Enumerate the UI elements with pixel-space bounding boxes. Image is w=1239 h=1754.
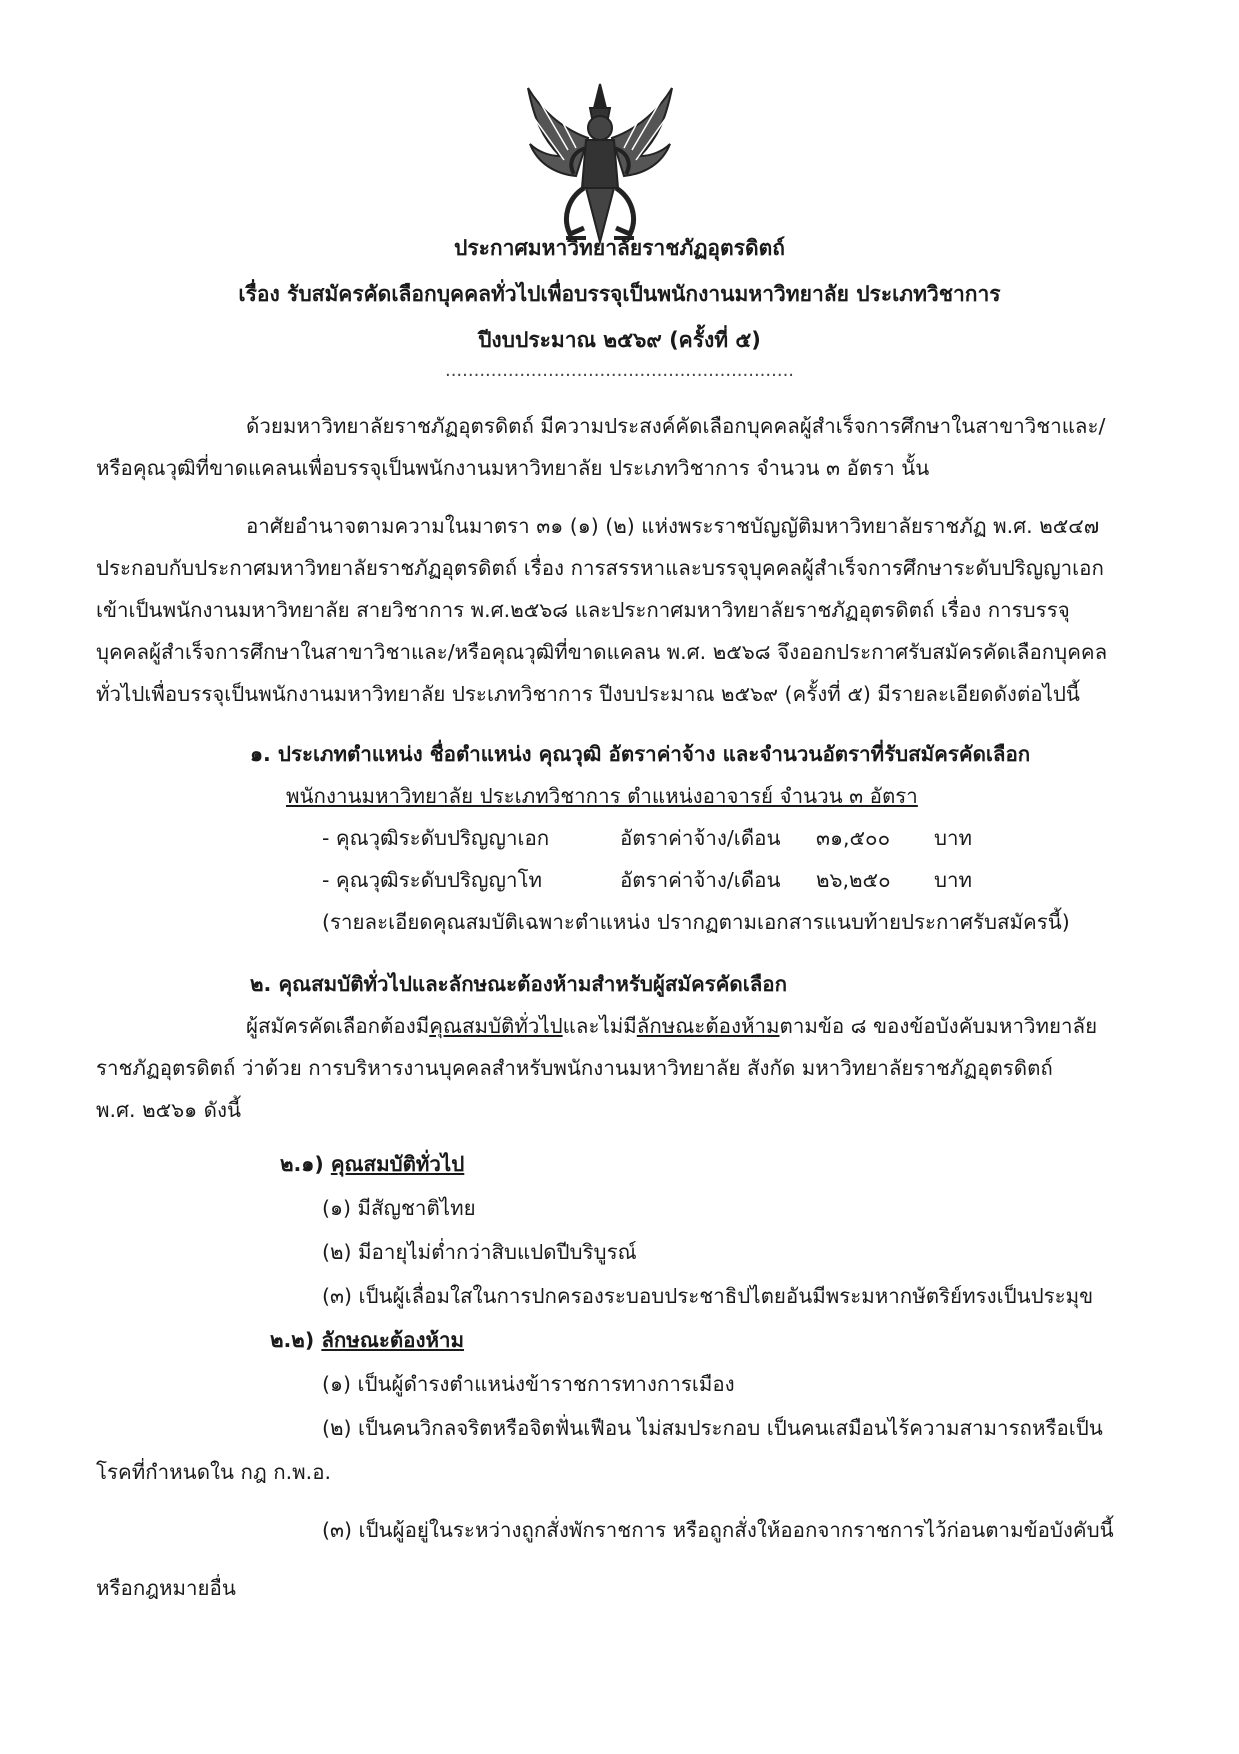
section-2-paragraph-line-1 [246,1010,1097,1043]
prohibition-item-line-2: หรือกฎหมายอื่น [96,1576,236,1600]
section-1-heading: ๑. ประเภทตำแหน่ง ชื่อตำแหน่ง คุณวุฒิ อัตราค่าจ้าง และจำนวนอัตราที่รับสมัครคัดเลือก [250,742,1031,766]
intro-paragraph-2-line-2: ประกอบกับประกาศมหาวิทยาลัยราชภัฏอุตรดิตถ์ เรื่อง การสรรหาและบรรจุบุคคลผู้สำเร็จการศึกษาระดับปริญญาเอก [96,556,1104,580]
subsection-2-1-heading [280,1148,464,1181]
salary-unit: บาท [934,826,973,850]
qualification-item: (๑) มีสัญชาติไทย [322,1196,476,1220]
section-2-paragraph-line-3: พ.ศ. ๒๕๖๑ ดังนี้ [96,1098,241,1122]
intro-paragraph-2-line-1: อาศัยอำนาจตามความในมาตรา ๓๑ (๑) (๒) แห่งพระราชบัญญัติมหาวิทยาลัยราชภัฏ พ.ศ. ๒๕๔๗ [246,514,1100,538]
section-2-heading: ๒. คุณสมบัติทั่วไปและลักษณะต้องห้ามสำหรับผู้สมัครคัดเลือก [250,972,787,996]
prohibition-item-line-1: (๒) เป็นคนวิกลจริตหรือจิตฟั่นเฟือน ไม่สมประกอบ เป็นคนเสมือนไร้ความสามารถหรือเป็น [322,1416,1103,1440]
qualification-item: (๓) เป็นผู้เลื่อมใสในการปกครองระบอบประชาธิปไตยอันมีพระมหากษัตริย์ทรงเป็นประมุข [322,1284,1094,1308]
subsection-number: ๒.๑) [280,1152,324,1176]
intro-paragraph-1-line-1: ด้วยมหาวิทยาลัยราชภัฏอุตรดิตถ์ มีความประสงค์คัดเลือกบุคคลผู้สำเร็จการศึกษาในสาขาวิชาและ/ [246,414,1106,438]
subsection-number: ๒.๒) [270,1328,315,1352]
subsection-2-2-heading [270,1324,464,1357]
title-line-1: ประกาศมหาวิทยาลัยราชภัฏอุตรดิตถ์ [454,236,785,260]
subsection-title: คุณสมบัติทั่วไป [330,1152,465,1176]
salary-label: อัตราค่าจ้าง/เดือน [620,826,781,850]
intro-paragraph-2-line-3: เข้าเป็นพนักงานมหาวิทยาลัย สายวิชาการ พ.ศ.๒๕๖๘ และประกาศมหาวิทยาลัยราชภัฏอุตรดิตถ์ เรื่อง การบรรจุ [96,598,1070,622]
salary-label: อัตราค่าจ้าง/เดือน [620,868,781,892]
general-qualifications-term: คุณสมบัติทั่วไป [429,1014,563,1038]
prohibition-item-line-1: (๓) เป็นผู้อยู่ในระหว่างถูกสั่งพักราชการ หรือถูกสั่งให้ออกจากราชการไว้ก่อนตามข้อบังคับนี้ [322,1518,1114,1542]
prohibition-item-line-2: โรคที่กำหนดใน กฎ ก.พ.อ. [96,1460,332,1484]
salary-unit: บาท [934,868,973,892]
prohibition-item: (๑) เป็นผู้ดำรงตำแหน่งข้าราชการทางการเมือง [322,1372,735,1396]
qualification-item: (๒) มีอายุไม่ต่ำกว่าสิบแปดปีบริบูรณ์ [322,1240,637,1264]
section-2-paragraph-line-2: ราชภัฏอุตรดิตถ์ ว่าด้วย การบริหารงานบุคคลสำหรับพนักงานมหาวิทยาลัย สังกัด มหาวิทยาลัยราชภัฏอุตรดิตถ์ [96,1056,1053,1080]
title-divider: ............................................................. [444,360,795,381]
text-segment: ตามข้อ ๘ ของข้อบังคับมหาวิทยาลัย [779,1014,1098,1038]
intro-paragraph-1-line-2: หรือคุณวุฒิที่ขาดแคลนเพื่อบรรจุเป็นพนักงานมหาวิทยาลัย ประเภทวิชาการ จำนวน ๓ อัตรา นั้น [96,456,930,480]
salary-level: - คุณวุฒิระดับปริญญาเอก [322,826,550,850]
salary-amount: ๒๖,๒๕๐ [816,868,891,892]
text-segment: และไม่มี [562,1014,637,1038]
garuda-emblem-icon [520,78,680,248]
subsection-title: ลักษณะต้องห้าม [321,1328,465,1352]
intro-paragraph-2-line-4: บุคคลผู้สำเร็จการศึกษาในสาขาวิชาและ/หรือคุณวุฒิที่ขาดแคลน พ.ศ. ๒๕๖๘ จึงออกประกาศรับสมัครคัดเลือกบุคคล [96,640,1108,664]
section-1-subheading: พนักงานมหาวิทยาลัย ประเภทวิชาการ ตำแหน่งอาจารย์ จำนวน ๓ อัตรา [286,784,918,808]
section-1-note: (รายละเอียดคุณสมบัติเฉพาะตำแหน่ง ปรากฏตามเอกสารแนบท้ายประกาศรับสมัครนี้) [322,910,1070,934]
salary-amount: ๓๑,๕๐๐ [816,826,891,850]
text-segment: ผู้สมัครคัดเลือกต้องมี [246,1014,430,1038]
prohibited-characteristics-term: ลักษณะต้องห้าม [636,1014,780,1038]
title-line-2: เรื่อง รับสมัครคัดเลือกบุคคลทั่วไปเพื่อบรรจุเป็นพนักงานมหาวิทยาลัย ประเภทวิชาการ [238,282,1001,306]
salary-level: - คุณวุฒิระดับปริญญาโท [322,868,543,892]
intro-paragraph-2-line-5: ทั่วไปเพื่อบรรจุเป็นพนักงานมหาวิทยาลัย ประเภทวิชาการ ปีงบประมาณ ๒๕๖๙ (ครั้งที่ ๕) มีรายละเอียดดังต่อไปนี้ [96,682,1080,706]
title-line-3: ปีงบประมาณ ๒๕๖๙ (ครั้งที่ ๕) [478,328,761,352]
